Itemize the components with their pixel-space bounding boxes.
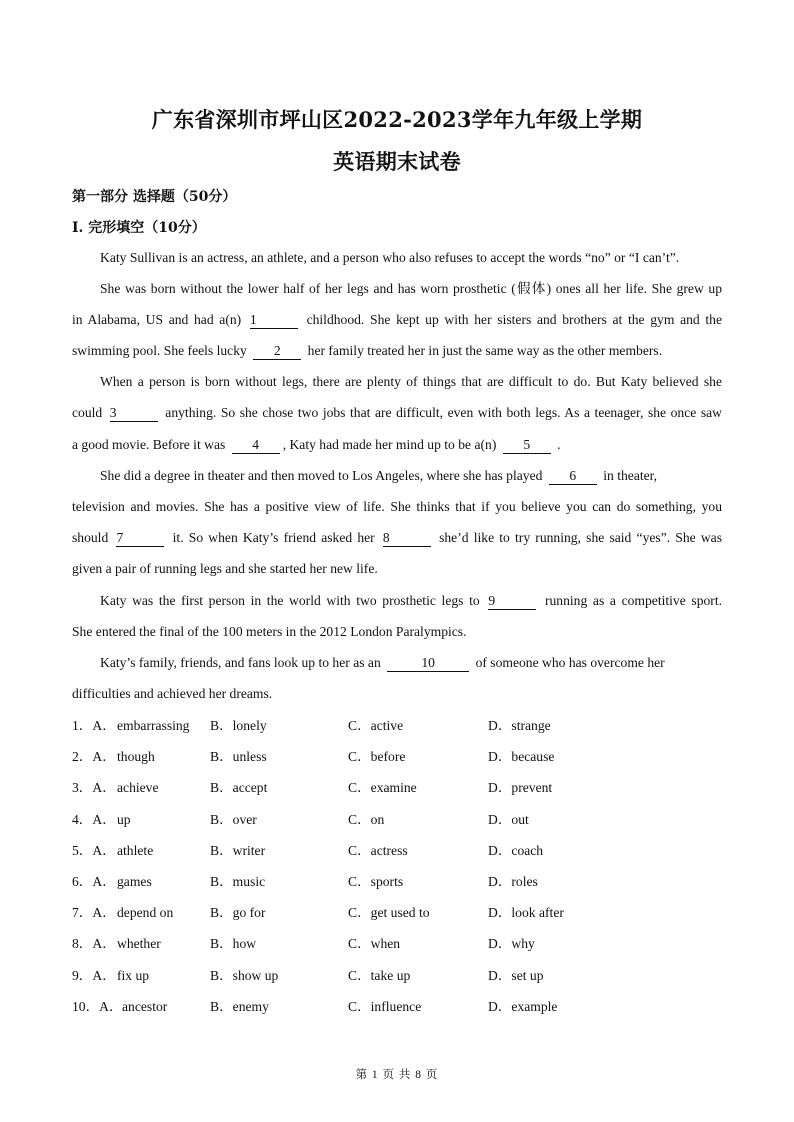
passage-line: She was born without the lower half of her legs and has worn prosthetic (假体) ones all her life. She grew up — [100, 281, 722, 296]
option-a[interactable]: up — [117, 812, 131, 827]
option-d[interactable]: D．set up — [488, 968, 544, 983]
passage-line: Katy’s family, friends, and fans look up to her as an 10 of someone who has overcome her — [100, 655, 665, 670]
option-b[interactable]: B．show up — [210, 968, 279, 983]
part-heading: 第一部分 选择题（50分） — [72, 189, 237, 205]
option-c[interactable]: C．actress — [348, 843, 408, 858]
blank-1[interactable]: 1 — [250, 312, 298, 329]
passage-line: should 7 it. So when Katy’s friend asked her 8 she’d like to try running, she said “yes”. She was — [72, 530, 723, 545]
blank-10[interactable]: 10 — [387, 655, 469, 672]
question-number: 8．A． — [72, 936, 116, 951]
option-d[interactable]: D．roles — [488, 874, 538, 889]
passage-line: a good movie. Before it was 4 , Katy had made her mind up to be a(n) 5 . — [72, 437, 561, 452]
option-c[interactable]: C．get used to — [348, 905, 430, 920]
passage-line: in Alabama, US and had a(n) 1 childhood. She kept up with her sisters and brothers at the gym and the — [72, 312, 723, 327]
passage-line: television and movies. She has a positive view of life. She thinks that if you believe you can do something, you — [72, 499, 722, 514]
passage-line: She entered the final of the 100 meters in the 2012 London Paralympics. — [72, 624, 467, 639]
blank-7[interactable]: 7 — [116, 530, 164, 547]
question-number: 2．A． — [72, 749, 116, 764]
option-d[interactable]: D．coach — [488, 843, 544, 858]
exam-title: 广东省深圳市坪山区2022-2023学年九年级上学期 — [151, 107, 643, 132]
option-d[interactable]: D．prevent — [488, 780, 553, 795]
question-number: 4．A． — [72, 812, 116, 827]
passage-line: given a pair of running legs and she started her new life. — [72, 561, 378, 576]
blank-5[interactable]: 5 — [503, 437, 551, 454]
blank-2[interactable]: 2 — [253, 343, 301, 360]
question-number: 10．A． — [72, 999, 123, 1014]
option-a[interactable]: depend on — [117, 905, 174, 920]
passage-line: Katy Sullivan is an actress, an athlete, and a person who also refuses to accept the words “no” or “I can’t”. — [100, 250, 680, 265]
blank-8[interactable]: 8 — [383, 530, 431, 547]
option-c[interactable]: C．before — [348, 749, 406, 764]
question-number: 9．A． — [72, 968, 116, 983]
exam-subtitle: 英语期末试卷 — [333, 149, 461, 174]
option-b[interactable]: B．enemy — [210, 999, 269, 1014]
option-d[interactable]: D．look after — [488, 905, 564, 920]
option-a[interactable]: embarrassing — [117, 718, 190, 733]
page-footer: 第 1 页 共 8 页 — [355, 1069, 439, 1081]
option-c[interactable]: C．active — [348, 718, 404, 733]
question-number: 1．A． — [72, 718, 116, 733]
passage-line: could 3 anything. So she chose two jobs that are difficult, even with both legs. As a teenager, she once saw — [72, 405, 722, 420]
passage-line: Katy was the first person in the world with two prosthetic legs to 9 running as a competitive sport. — [100, 593, 722, 608]
option-a[interactable]: fix up — [117, 968, 150, 983]
question-number: 3．A． — [72, 780, 116, 795]
question-number: 5．A． — [72, 843, 116, 858]
option-a[interactable]: games — [117, 874, 152, 889]
blank-3[interactable]: 3 — [110, 405, 158, 422]
option-b[interactable]: B．music — [210, 874, 266, 889]
passage-line: swimming pool. She feels lucky 2 her family treated her in just the same way as the other members. — [72, 343, 663, 358]
option-b[interactable]: B．lonely — [210, 718, 267, 733]
question-number: 6．A． — [72, 874, 116, 889]
option-d[interactable]: D．why — [488, 936, 535, 951]
option-a[interactable]: though — [117, 749, 155, 764]
option-b[interactable]: B．unless — [210, 749, 267, 764]
option-c[interactable]: C．on — [348, 812, 385, 827]
option-a[interactable]: whether — [117, 936, 161, 951]
option-a[interactable]: athlete — [117, 843, 154, 858]
option-b[interactable]: B．over — [210, 812, 257, 827]
passage-line: difficulties and achieved her dreams. — [72, 686, 273, 701]
option-b[interactable]: B．writer — [210, 843, 266, 858]
option-c[interactable]: C．influence — [348, 999, 422, 1014]
passage-line: She did a degree in theater and then moved to Los Angeles, where she has played 6 in theater, — [100, 468, 658, 483]
blank-9[interactable]: 9 — [488, 593, 536, 610]
option-d[interactable]: D．strange — [488, 718, 551, 733]
question-number: 7．A． — [72, 905, 116, 920]
option-d[interactable]: D．because — [488, 749, 555, 764]
option-b[interactable]: B．how — [210, 936, 257, 951]
option-c[interactable]: C．sports — [348, 874, 404, 889]
option-c[interactable]: C．take up — [348, 968, 411, 983]
option-c[interactable]: C．when — [348, 936, 401, 951]
option-b[interactable]: B．accept — [210, 780, 268, 795]
option-d[interactable]: D．example — [488, 999, 558, 1014]
blank-6[interactable]: 6 — [549, 468, 597, 485]
passage-line: When a person is born without legs, there are plenty of things that are difficult to do. But Katy believed she — [100, 374, 722, 389]
option-b[interactable]: B．go for — [210, 905, 266, 920]
option-d[interactable]: D．out — [488, 812, 529, 827]
blank-4[interactable]: 4 — [232, 437, 280, 454]
option-a[interactable]: ancestor — [122, 999, 168, 1014]
section-heading: I. 完形填空（10分） — [72, 220, 206, 236]
option-c[interactable]: C．examine — [348, 780, 417, 795]
option-a[interactable]: achieve — [117, 780, 159, 795]
